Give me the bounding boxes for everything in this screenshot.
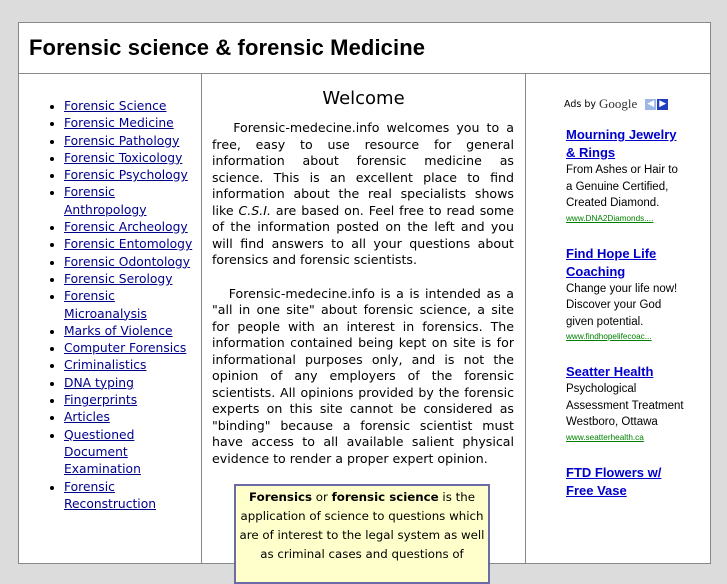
definition-text: is the application of science to questions which are of interest to the legal system as well as criminal cases and questions of [239, 490, 485, 561]
sidebar-item [64, 219, 201, 236]
ads-column [526, 74, 710, 563]
definition-term-1: Forensics [249, 490, 313, 504]
sidebar-link-questioned-document-examination[interactable]: Questioned Document Examination [64, 427, 141, 477]
about-text: Forensic-medecine.info is a is intended as a "all in one site" about forensic science, a site for people with an interest in forensics. The information contained being kept on site is for informational purposes only, and is not the opinion of any employers of the forensic scientists. All opinions provided by the forensic experts on this site cannot be considered as "binding" because a forensic scientist must have access to all available salient physical evidence to render a proper expert opinion. [212, 285, 514, 466]
sidebar-item [64, 133, 201, 150]
sidebar-link-dna-typing[interactable]: DNA typing [64, 375, 134, 390]
csi-text: C.S.I. [238, 202, 272, 218]
main-content [202, 74, 526, 563]
ads-by-google[interactable] [564, 96, 710, 112]
sidebar-link-forensic-psychology[interactable]: Forensic Psychology [64, 168, 188, 183]
intro-text-a: Forensic-medecine.info welcomes you to a free, easy to use resource for general information about forensic medicine as science. This is an excellent place to find information about the real specialists shows like [212, 120, 514, 218]
sidebar-link-forensic-archeology[interactable]: Forensic Archeology [64, 220, 188, 235]
ad-description: Psychological Assessment Treatment Westboro, Ottawa [566, 383, 684, 428]
about-paragraph [202, 286, 525, 468]
sidebar-link-forensic-microanalysis[interactable]: Forensic Microanalysis [64, 289, 147, 321]
ad-unit [566, 363, 686, 445]
intro-text-b: are based on. Feel free to read some of the information posted on the left and you will find answers to all your questions about forensics and forensic scientists. [212, 202, 515, 267]
sidebar-link-forensic-pathology[interactable]: Forensic Pathology [64, 133, 180, 148]
sidebar-item [64, 254, 201, 271]
sidebar-item [64, 409, 201, 426]
ad-url-link[interactable]: www.DNA2Diamonds.... [566, 213, 654, 223]
definition-term-2: forensic science [331, 490, 439, 504]
sidebar-list [19, 74, 201, 513]
ad-title-link[interactable]: FTD Flowers w/ Free Vase [566, 464, 662, 498]
google-logo: Google [598, 96, 638, 111]
sidebar-nav [19, 74, 202, 563]
page-heading: Welcome [322, 88, 405, 109]
sidebar-item [64, 323, 201, 340]
sidebar-link-forensic-serology[interactable]: Forensic Serology [64, 271, 173, 286]
sidebar-link-criminalistics[interactable]: Criminalistics [64, 358, 147, 373]
sidebar-link-forensic-entomology[interactable]: Forensic Entomology [64, 237, 193, 252]
chevron-right-icon[interactable]: ▶ [657, 99, 668, 110]
sidebar-link-forensic-reconstruction[interactable]: Forensic Reconstruction [64, 479, 157, 511]
intro-paragraph [202, 120, 525, 269]
ad-url-link[interactable]: www.findhopelifecoac... [566, 332, 652, 341]
ad-description: From Ashes or Hair to a Genuine Certified, Created Diamond. [566, 164, 678, 209]
sidebar-item [64, 375, 201, 392]
ad-description: Change your life now! Discover your God given potential. [566, 282, 678, 328]
definition-or: or [312, 490, 332, 504]
sidebar-item [64, 340, 201, 357]
ad-title-link[interactable]: Seatter Health [566, 364, 654, 379]
sidebar-item [64, 479, 201, 514]
sidebar-item [64, 271, 201, 288]
sidebar-item [64, 288, 201, 323]
chevron-left-icon[interactable]: ◀ [645, 99, 656, 110]
definition-box [234, 484, 490, 584]
sidebar-item [64, 167, 201, 184]
ad-url-link[interactable]: www.seatterhealth.ca [566, 432, 644, 442]
sidebar-item [64, 357, 201, 374]
ad-unit [566, 126, 686, 226]
ad-unit [566, 245, 686, 345]
page-container [18, 22, 711, 564]
content-columns [19, 74, 710, 563]
sidebar-link-forensic-toxicology[interactable]: Forensic Toxicology [64, 150, 183, 165]
ads-by-label: Ads by [564, 98, 596, 110]
ad-unit [566, 464, 686, 500]
site-title: Forensic science & forensic Medicine [29, 35, 426, 60]
sidebar-link-forensic-medicine[interactable]: Forensic Medicine [64, 116, 174, 131]
site-header [19, 23, 710, 74]
ad-title-link[interactable]: Find Hope Life Coaching [566, 245, 657, 279]
sidebar-link-fingerprints[interactable]: Fingerprints [64, 393, 138, 408]
sidebar-item [64, 427, 201, 479]
sidebar-link-forensic-anthropology[interactable]: Forensic Anthropology [64, 185, 147, 217]
sidebar-link-computer-forensics[interactable]: Computer Forensics [64, 341, 187, 356]
sidebar-item [64, 184, 201, 219]
sidebar-item [64, 392, 201, 409]
ad-title-link[interactable]: Mourning Jewelry & Rings [566, 127, 677, 160]
sidebar-link-forensic-odontology[interactable]: Forensic Odontology [64, 254, 190, 269]
sidebar-item [64, 236, 201, 253]
sidebar-link-forensic-science[interactable]: Forensic Science [64, 99, 167, 113]
sidebar-link-marks-of-violence[interactable]: Marks of Violence [64, 323, 173, 338]
sidebar-item [64, 115, 201, 132]
sidebar-item [64, 98, 201, 115]
sidebar-link-articles[interactable]: Articles [64, 410, 110, 425]
sidebar-item [64, 150, 201, 167]
